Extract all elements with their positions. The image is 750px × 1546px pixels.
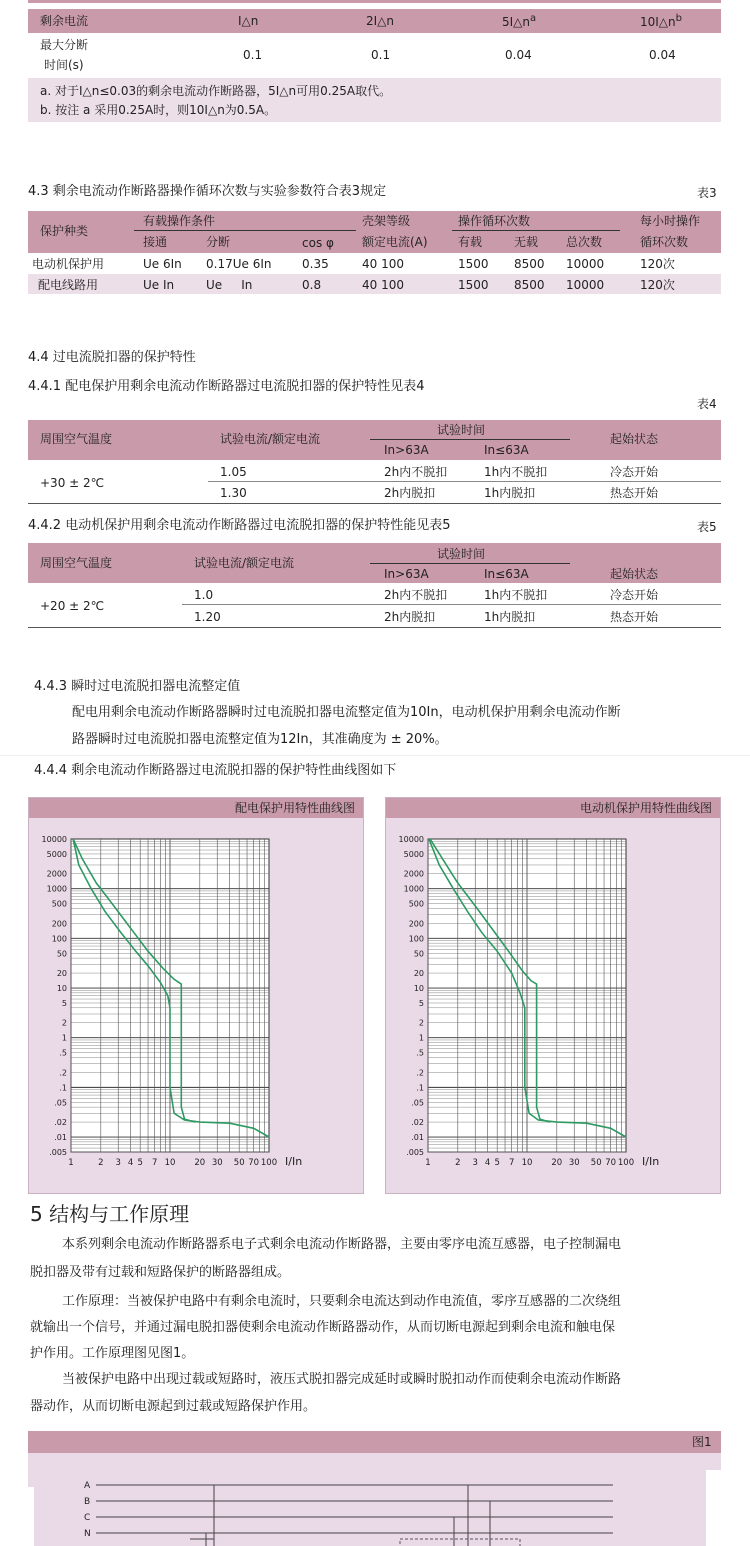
table5-row2-le: 1h内脱扣 [484,610,536,624]
x-axis-label: I/In [285,1155,303,1168]
x-tick-label: 20 [194,1158,206,1168]
table2-value-1: 0.1 [243,48,263,62]
table2-top-cut [28,0,721,3]
table4-h-time-rule [370,439,570,440]
table3-row1-rated: 40 100 [362,257,404,271]
y-tick-label: 1000 [46,884,67,894]
y-tick-label: 500 [51,899,67,909]
y-tick-label: .01 [54,1133,67,1143]
section-4-4-4-title: 4.4.4 剩余电流动作断路器过电流脱扣器的保护特性曲线图如下 [34,763,397,778]
y-tick-label: 2000 [46,869,67,879]
x-tick-label: 1 [425,1158,431,1168]
y-tick-label: 50 [413,949,424,959]
y-tick-label: 2 [418,1018,424,1028]
x-tick-label: 5 [494,1158,500,1168]
table5-row1-ratio: 1.0 [194,588,214,602]
x-tick-label: 70 [605,1158,617,1168]
table2-note-b: b. 按注 a 采用0.25A时，则10I△n为0.5A。 [40,103,277,117]
y-tick-label: 20 [413,969,424,979]
table4-row2-start: 热态开始 [610,486,659,500]
y-tick-label: .005 [406,1148,424,1157]
table5-h-ratio: 试验电流/额定电流 [194,556,295,570]
table5-row1-gt: 2h内不脱扣 [384,588,448,602]
y-tick-label: 2000 [403,869,424,879]
y-tick-label: 1 [418,1033,424,1043]
table3-h-perhour2: 循环次数 [640,235,689,249]
x-tick-label: 4 [484,1158,491,1168]
table3-row1-perhour: 120次 [640,257,675,271]
table4-bottom-rule [28,503,721,504]
table3-row2-noload: 8500 [514,278,545,292]
section-5-p2c: 护作用。工作原理图见图1。 [30,1346,195,1361]
y-tick-label: 5 [418,998,424,1008]
chart-distribution [29,819,363,1194]
x-axis-label: I/In [642,1155,660,1168]
table3-row1-cos: 0.35 [302,257,329,271]
y-tick-label: 5000 [403,849,424,859]
table4-h-gt: In>63A [384,443,429,457]
table5-number: 表5 [697,520,717,534]
table4-row-divider [208,481,721,482]
x-tick-label: 7 [508,1158,515,1168]
table3-h-cycles: 操作循环次数 [458,214,531,228]
section-5-p1a: 本系列剩余电流动作断路器系电子式剩余电流动作断路器，主要由零序电流互感器，电子控制漏电 [62,1237,622,1252]
y-tick-label: 200 [51,919,67,929]
table5-h-time-rule [370,563,570,564]
y-tick-label: 5 [61,998,67,1008]
table3-row2-total: 10000 [566,278,605,292]
y-tick-label: .02 [54,1118,67,1128]
y-tick-label: .01 [411,1133,424,1143]
x-tick-label: 2 [455,1158,461,1168]
section-4-4-3-line1: 配电用剩余电流动作断路器瞬时过电流脱扣器电流整定值为10In，电动机保护用剩余电流动作断 [72,705,621,720]
x-tick-label: 10 [521,1158,533,1168]
table5-h-le: In≤63A [484,567,529,581]
x-tick-label: 5 [137,1158,143,1168]
table4-row1-gt: 2h内不脱扣 [384,465,448,479]
table4-h-time: 试验时间 [437,423,486,437]
table5-row1-le: 1h内不脱扣 [484,588,548,602]
table2-header-col1: I△n [238,14,259,28]
table2-row-label-2: 时间(s) [44,58,84,72]
y-tick-label: 100 [51,934,67,944]
load-box [400,1539,520,1546]
table4-h-ratio: 试验电流/额定电流 [220,432,321,446]
table3-row2-cos: 0.8 [302,278,322,292]
footnote-mark-a: a [530,13,537,24]
table4-h-temp: 周围空气温度 [40,432,113,446]
y-tick-label: .1 [59,1083,67,1093]
table2-row-label-1: 最大分断 [40,38,89,52]
table3-h-noload: 无载 [514,235,539,249]
table5-temp: +20 ± 2℃ [40,599,105,613]
table4-h-le: In≤63A [484,443,529,457]
line-label-b: B [84,1497,91,1507]
section-5-p3b: 器动作，从而切断电源起到过载或短路保护作用。 [30,1399,317,1414]
table2-note-a: a. 对于I△n≤0.03的剩余电流动作断路器，5I△n可用0.25A取代。 [40,84,392,98]
x-tick-label: 3 [472,1158,478,1168]
table3-row1-on: Ue 6In [143,257,182,271]
y-tick-label: .05 [411,1098,424,1108]
x-tick-label: 7 [151,1158,158,1168]
section-4-4-1-title: 4.4.1 配电保护用剩余电流动作断路器过电流脱扣器的保护特性见表4 [28,379,425,394]
table4-row1-start: 冷态开始 [610,465,659,479]
y-tick-label: 5000 [46,849,67,859]
table5-row2-start: 热态开始 [610,610,659,624]
table3-row2-type: 配电线路用 [38,278,99,292]
y-tick-label: .2 [416,1068,424,1078]
y-tick-label: .1 [416,1083,424,1093]
line-label-n: N [84,1529,91,1539]
chart-motor [386,819,720,1194]
y-tick-label: 50 [56,949,67,959]
table3-row2-perhour: 120次 [640,278,675,292]
x-tick-label: 50 [233,1158,245,1168]
table3-row2-off: Ue In [206,278,253,292]
table4-row1-le: 1h内不脱扣 [484,465,548,479]
chart-panel-distribution [28,797,364,1194]
table5-h-time: 试验时间 [437,547,486,561]
chart-panel-motor [385,797,721,1194]
y-tick-label: .02 [411,1118,424,1128]
table4-temp: +30 ± 2℃ [40,476,105,490]
figure1-label: 图1 [692,1435,712,1449]
table3-h-cos: cos φ [302,236,334,250]
y-tick-label: 10000 [398,835,424,844]
section-5-p2a: 工作原理：当被保护电路中有剩余电流时，只要剩余电流达到动作电流值，零序互感器的二次绕组 [62,1294,622,1309]
table5-row1-start: 冷态开始 [610,588,659,602]
section-4-4-3-line2: 路器瞬时过电流脱扣器电流整定值为12In，其准确度为 ± 20%。 [72,732,448,747]
table3-h-frame: 壳架等级 [362,214,411,228]
table3-h-cycles-rule [452,230,620,231]
x-tick-label: 1 [68,1158,74,1168]
x-tick-label: 50 [590,1158,602,1168]
table3-row2-on: Ue In [143,278,175,292]
y-tick-label: 2 [61,1018,67,1028]
x-tick-label: 10 [164,1158,176,1168]
table4-row2-ratio: 1.30 [220,486,247,500]
footnote-mark-b: b [675,13,683,24]
table5-h-temp: 周围空气温度 [40,556,113,570]
table2-value-3: 0.04 [505,48,532,62]
y-tick-label: .5 [416,1048,424,1058]
figure1-circuit [28,1453,721,1546]
table5-h-start: 起始状态 [610,567,659,581]
chart1-title: 配电保护用特性曲线图 [29,798,363,818]
section-4-4-2-title: 4.4.2 电动机保护用剩余电流动作断路器过电流脱扣器的保护特性能见表5 [28,518,451,533]
y-tick-label: 100 [408,934,424,944]
table3-h-perhour1: 每小时操作 [640,214,701,228]
section-5-title: 5 结构与工作原理 [30,1202,190,1226]
x-tick-label: 20 [551,1158,563,1168]
x-tick-label: 100 [260,1158,278,1168]
table4-h-start: 起始状态 [610,432,659,446]
table3-h-rated: 额定电流(A) [362,235,428,249]
table5-row2-gt: 2h内脱扣 [384,610,436,624]
table2-header-col2: 2I△n [366,14,395,28]
table3-h-off: 分断 [206,235,231,249]
y-tick-label: 10 [56,984,67,994]
y-tick-label: .05 [54,1098,67,1108]
x-tick-label: 70 [248,1158,260,1168]
x-tick-label: 2 [98,1158,104,1168]
y-tick-label: .005 [49,1148,67,1157]
table4-row1-ratio: 1.05 [220,465,247,479]
table3-row1-total: 10000 [566,257,605,271]
line-label-c: C [84,1513,91,1523]
y-tick-label: 10000 [41,835,67,844]
x-tick-label: 100 [617,1158,635,1168]
table5-h-gt: In>63A [384,567,429,581]
table3-h-protect: 保护种类 [40,224,89,238]
table2-value-2: 0.1 [371,48,391,62]
y-tick-label: 20 [56,969,67,979]
y-tick-label: 10 [413,984,424,994]
table3-row1-noload: 8500 [514,257,545,271]
table5-bottom-rule [28,627,721,628]
table2-header-label: 剩余电流 [40,14,89,28]
table3-row1-loaded: 1500 [458,257,489,271]
y-tick-label: .2 [59,1068,67,1078]
section-4-3-title: 4.3 剩余电流动作断路器操作循环次数与实验参数符合表3规定 [28,184,387,199]
table5-row-divider [182,604,721,605]
y-tick-label: 1000 [403,884,424,894]
x-tick-label: 30 [568,1158,580,1168]
table3-row1-type: 电动机保护用 [32,257,105,271]
section-4-4-title: 4.4 过电流脱扣器的保护特性 [28,350,196,365]
section-5-p3a: 当被保护电路中出现过载或短路时，液压式脱扣器完成延时或瞬时脱扣动作而使剩余电流动作断路 [62,1372,622,1387]
table4-number: 表4 [697,397,717,411]
y-tick-label: 1 [61,1033,67,1043]
y-tick-label: .5 [59,1048,67,1058]
table3-h-on: 接通 [143,235,168,249]
table3-h-load: 有载操作条件 [143,214,216,228]
section-5-p2b: 就输出一个信号，并通过漏电脱扣器使剩余电流动作断路器动作，从而切断电源起到剩余电流和触电保 [30,1320,616,1335]
chart2-title: 电动机保护用特性曲线图 [386,798,720,818]
x-tick-label: 4 [127,1158,134,1168]
y-tick-label: 500 [408,899,424,909]
section-4-4-3-title: 4.4.3 瞬时过电流脱扣器电流整定值 [34,679,241,694]
section-divider [0,755,750,756]
line-label-a: A [84,1481,91,1491]
table3-h-loaded: 有载 [458,235,483,249]
table2-value-4: 0.04 [649,48,676,62]
table2-header-col4: $10I\triangle n^b$ [640,13,683,29]
x-tick-label: 30 [211,1158,223,1168]
table3-h-total: 总次数 [566,235,603,249]
table3-number: 表3 [697,186,717,200]
y-tick-label: 200 [408,919,424,929]
table2-header-col3: $5I\triangle n^a$ [502,13,537,29]
table4-row2-gt: 2h内脱扣 [384,486,436,500]
x-tick-label: 3 [115,1158,121,1168]
table3-h-load-rule [134,230,356,231]
figure1-header [28,1431,721,1453]
table3-row2-loaded: 1500 [458,278,489,292]
table3-row1-off: 0.17Ue 6In [206,257,272,271]
table3-row2-rated: 40 100 [362,278,404,292]
table4-row2-le: 1h内脱扣 [484,486,536,500]
table5-row2-ratio: 1.20 [194,610,221,624]
section-5-p1b: 脱扣器及带有过载和短路保护的断路器组成。 [30,1265,291,1280]
